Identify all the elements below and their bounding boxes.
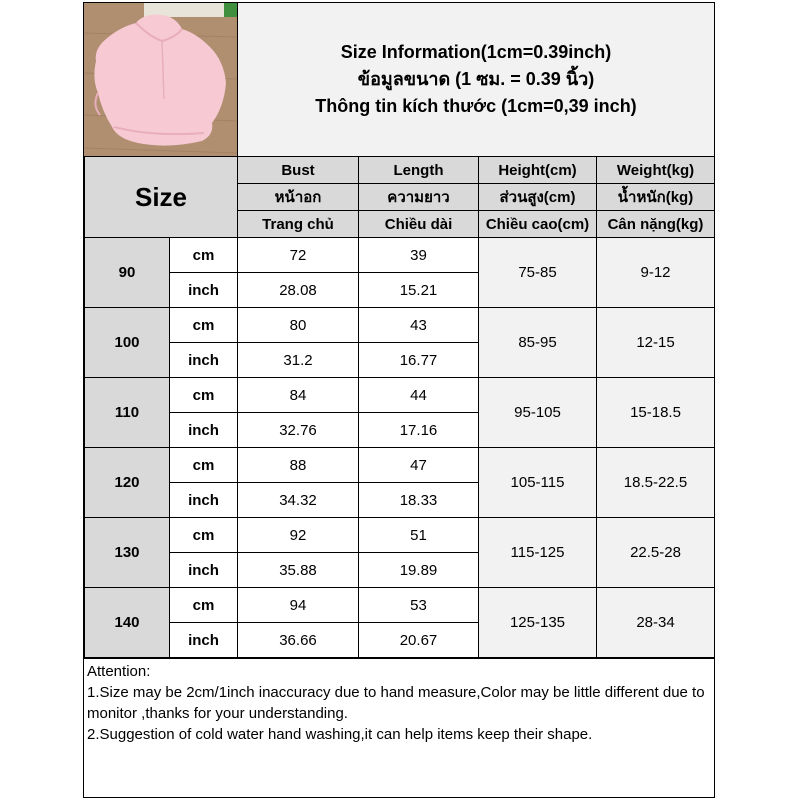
bust-inch: 32.76 (238, 413, 359, 448)
unit-inch: inch (170, 413, 238, 448)
column-header-bust-thai: หน้าอก (238, 184, 359, 211)
size-label-130: 130 (85, 518, 170, 588)
attention-notes (84, 658, 714, 747)
bust-inch: 35.88 (238, 553, 359, 588)
bust-inch: 34.32 (238, 483, 359, 518)
column-header-length-vietnamese: Chiều dài (359, 211, 479, 238)
length-cm: 47 (359, 448, 479, 483)
size-label-110: 110 (85, 378, 170, 448)
height-range: 105-115 (479, 448, 597, 518)
column-header-height: Height(cm) (479, 157, 597, 184)
length-inch: 17.16 (359, 413, 479, 448)
length-cm: 51 (359, 518, 479, 553)
size-information-header (237, 3, 714, 156)
unit-cm: cm (170, 588, 238, 623)
size-label-120: 120 (85, 448, 170, 518)
unit-cm: cm (170, 308, 238, 343)
bust-cm: 92 (238, 518, 359, 553)
weight-range: 12-15 (597, 308, 715, 378)
column-header-length: Length (359, 157, 479, 184)
unit-inch: inch (170, 483, 238, 518)
bust-cm: 84 (238, 378, 359, 413)
unit-inch: inch (170, 343, 238, 378)
column-header-length-thai: ความยาว (359, 184, 479, 211)
weight-range: 18.5-22.5 (597, 448, 715, 518)
bust-cm: 94 (238, 588, 359, 623)
column-header-height-thai: ส่วนสูง(cm) (479, 184, 597, 211)
length-cm: 53 (359, 588, 479, 623)
height-range: 85-95 (479, 308, 597, 378)
length-inch: 15.21 (359, 273, 479, 308)
length-cm: 39 (359, 238, 479, 273)
height-range: 125-135 (479, 588, 597, 658)
bust-cm: 72 (238, 238, 359, 273)
column-header-weight-thai: น้ำหนัก(kg) (597, 184, 715, 211)
height-range: 95-105 (479, 378, 597, 448)
length-cm: 43 (359, 308, 479, 343)
length-inch: 19.89 (359, 553, 479, 588)
product-photo (84, 3, 237, 156)
unit-cm: cm (170, 518, 238, 553)
column-header-weight-vietnamese: Cân nặng(kg) (597, 211, 715, 238)
column-header-weight: Weight(kg) (597, 157, 715, 184)
bust-inch: 31.2 (238, 343, 359, 378)
pink-hoodie-icon (84, 3, 237, 156)
size-label-100: 100 (85, 308, 170, 378)
column-header-bust-vietnamese: Trang chủ (238, 211, 359, 238)
column-header-height-vietnamese: Chiều cao(cm) (479, 211, 597, 238)
length-inch: 18.33 (359, 483, 479, 518)
unit-inch: inch (170, 273, 238, 308)
unit-inch: inch (170, 553, 238, 588)
bust-cm: 88 (238, 448, 359, 483)
bust-inch: 36.66 (238, 623, 359, 658)
bust-cm: 80 (238, 308, 359, 343)
attention-title: Attention: (87, 663, 151, 680)
weight-range: 28-34 (597, 588, 715, 658)
attention-note-accuracy: 1.Size may be 2cm/1inch inaccuracy due to hand measure,Color may be little different due to monitor ,thanks for your understanding. (87, 684, 705, 722)
length-cm: 44 (359, 378, 479, 413)
attention-note-washing: 2.Suggestion of cold water hand washing,it can help items keep their shape. (87, 726, 593, 743)
unit-cm: cm (170, 378, 238, 413)
height-range: 115-125 (479, 518, 597, 588)
header-title-thai: ข้อมูลขนาด (1 ซม. = 0.39 นิ้ว) (357, 69, 595, 89)
weight-range: 15-18.5 (597, 378, 715, 448)
length-inch: 16.77 (359, 343, 479, 378)
header-title-vietnamese: Thông tin kích thước (1cm=0,39 inch) (315, 96, 637, 116)
column-header-bust: Bust (238, 157, 359, 184)
size-label-90: 90 (85, 238, 170, 308)
unit-inch: inch (170, 623, 238, 658)
bust-inch: 28.08 (238, 273, 359, 308)
length-inch: 20.67 (359, 623, 479, 658)
unit-cm: cm (170, 448, 238, 483)
size-table (84, 156, 715, 658)
weight-range: 22.5-28 (597, 518, 715, 588)
header-title-english: Size Information(1cm=0.39inch) (340, 42, 612, 62)
height-range: 75-85 (479, 238, 597, 308)
weight-range: 9-12 (597, 238, 715, 308)
size-heading: Size (85, 157, 238, 238)
unit-cm: cm (170, 238, 238, 273)
size-label-140: 140 (85, 588, 170, 658)
